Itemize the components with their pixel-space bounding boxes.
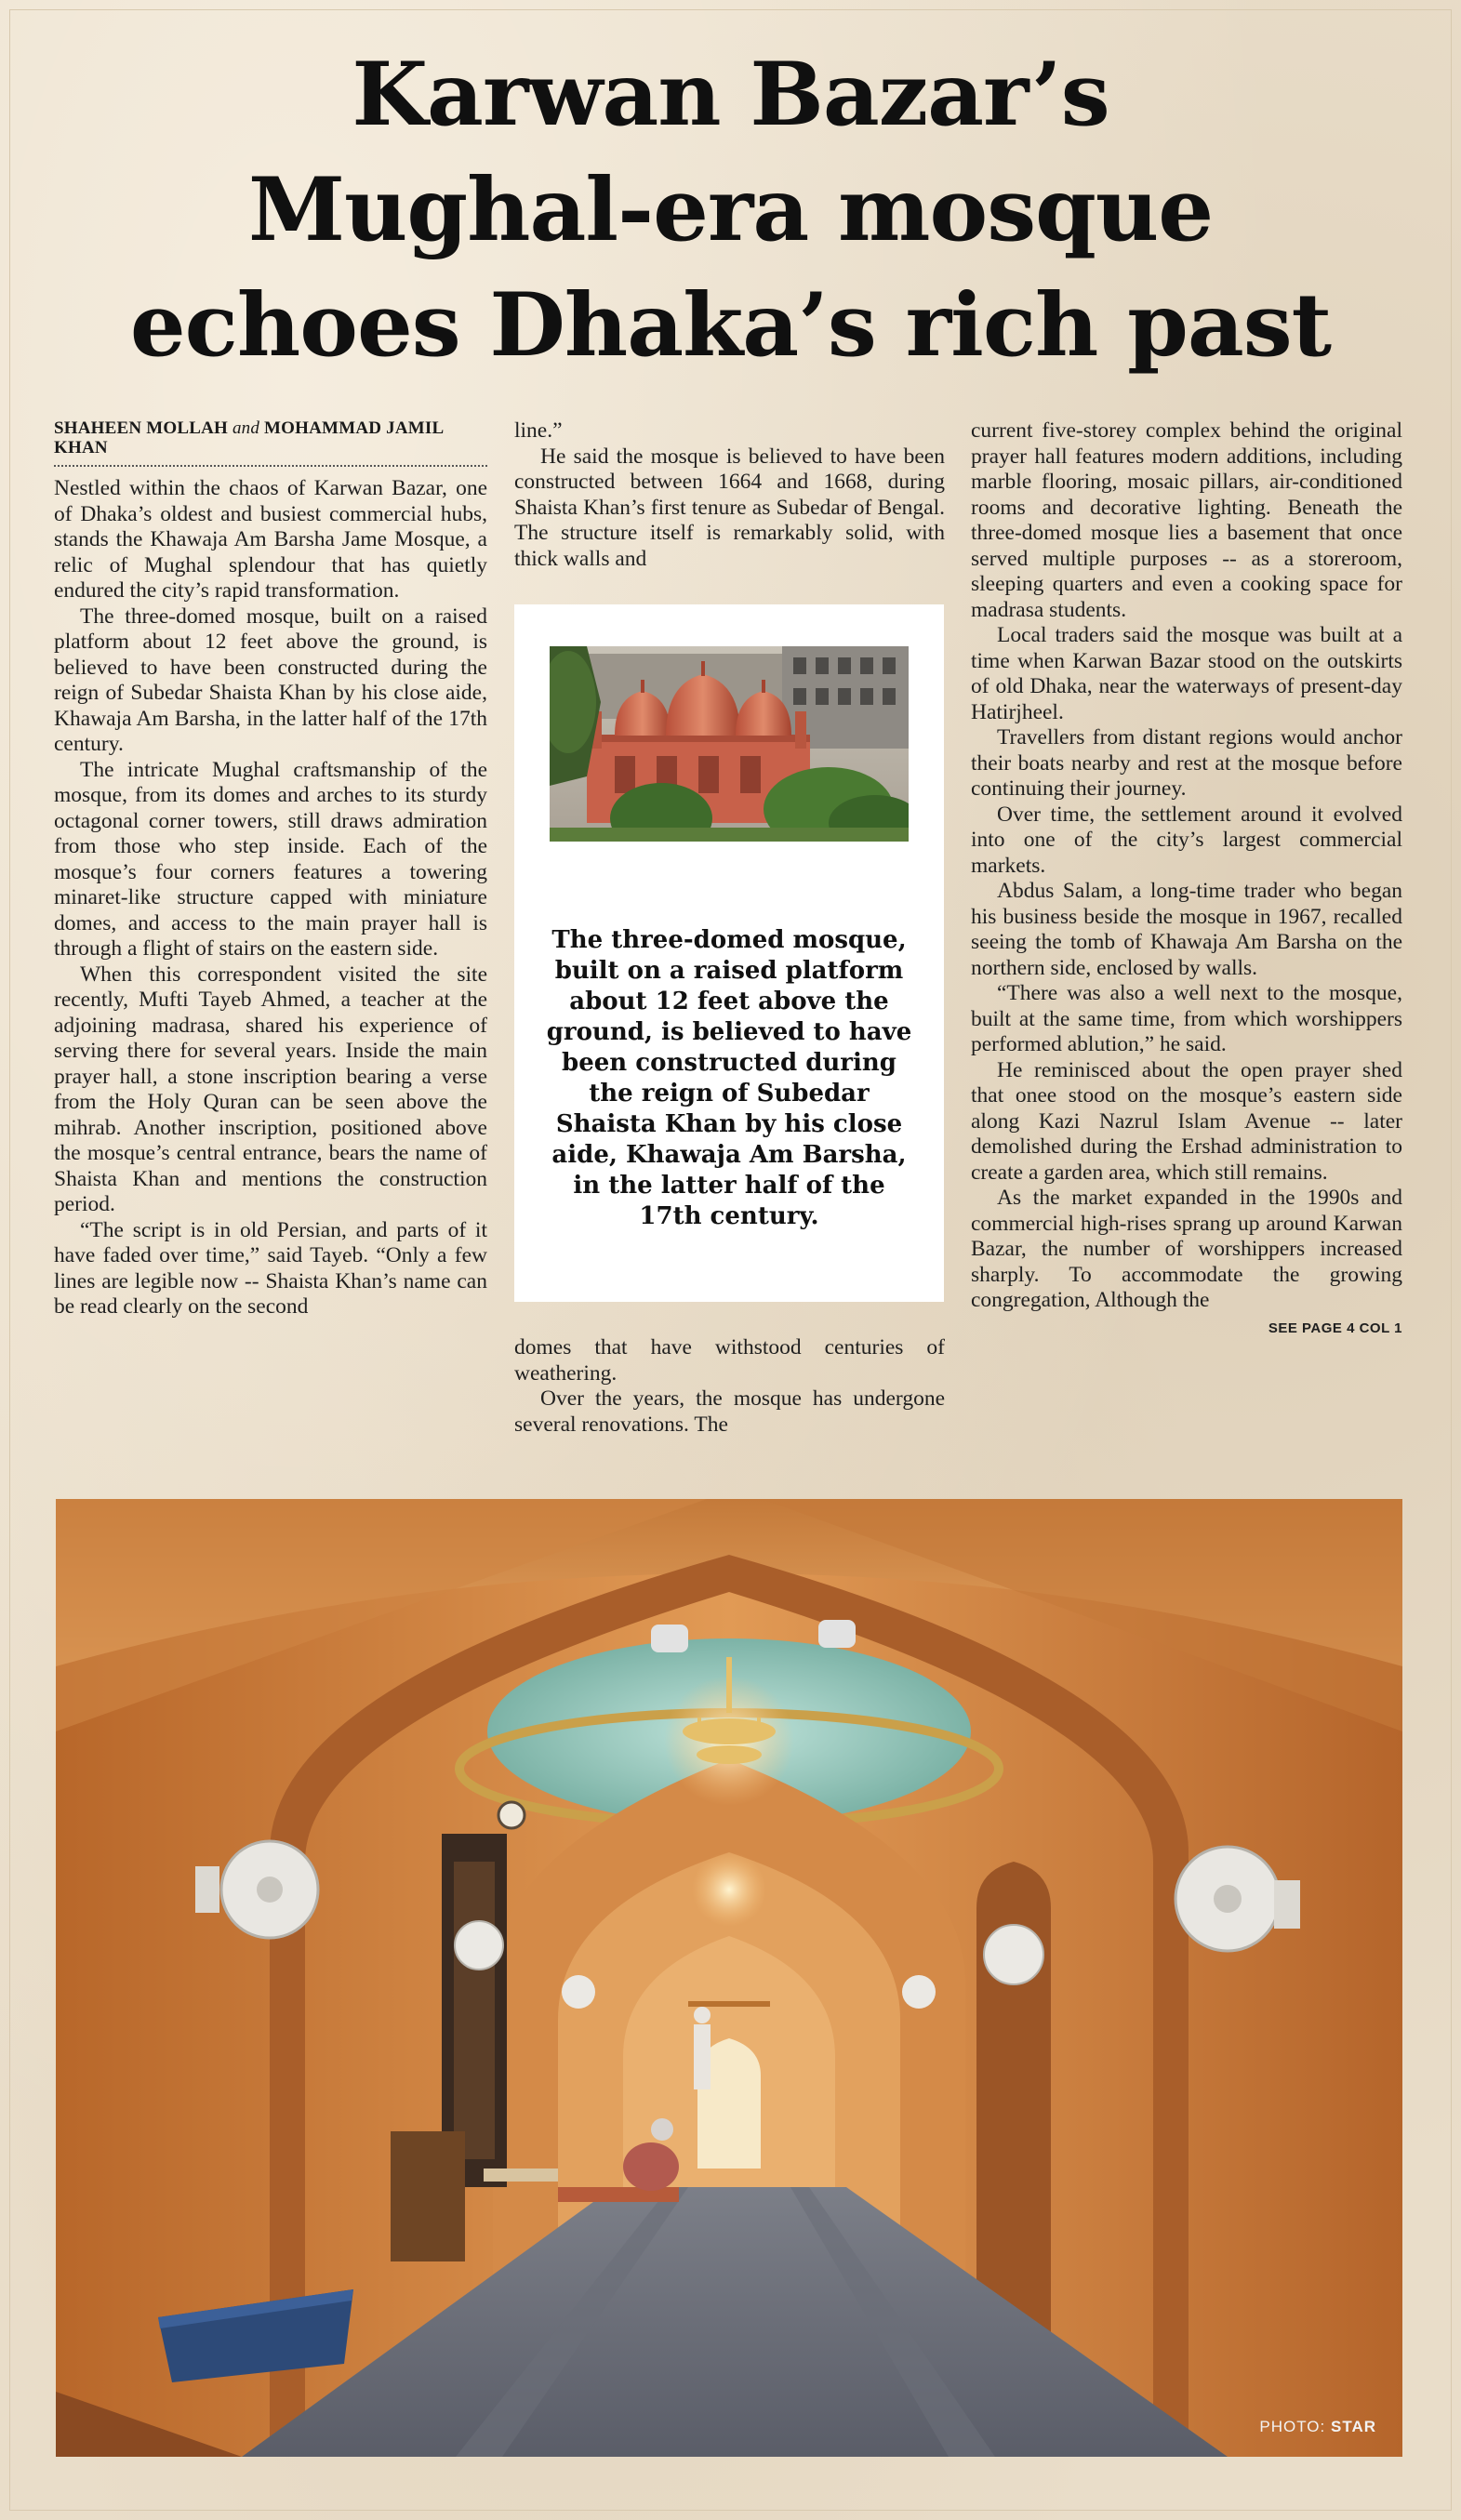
paragraph: Over time, the settlement around it evolved into one of the city’s largest commercial markets. <box>971 802 1402 878</box>
paragraph: Travellers from distant regions would anchor their boats nearby and rest at the mosque before continuing their journey. <box>971 725 1402 801</box>
paragraph: line.” <box>514 418 563 443</box>
photo-credit-label: PHOTO: <box>1259 2418 1326 2435</box>
paragraph: “The script is in old Persian, and parts of it have faded over time,” said Tayeb. “Only a few lines are legible now -- Shaista Khan’s name can be read clearly on the second <box>54 1217 487 1319</box>
paragraph: Local traders said the mosque was built at a time when Karwan Bazar stood on the outskirts of old Dhaka, near the waterways of present-day Hatirjheel. <box>971 623 1402 724</box>
paragraph: Abdus Salam, a long-time trader who began his business beside the mosque in 1967, recalled seeing the tomb of Khawaja Am Barsha on the northern side, enclosed by walls. <box>971 879 1402 980</box>
photo-credit <box>1259 2418 1376 2436</box>
article-column-2-top <box>514 418 945 572</box>
paragraph: He reminisced about the open prayer shed that onee stood on the mosque’s eastern side along Kazi Nazrul Islam Avenue -- later demolished during the Ershad administration to create a garden area, which still remains. <box>971 1057 1402 1185</box>
paragraph: “There was also a well next to the mosque, built at the same time, from which worshippers performed ablution,” he said. <box>971 981 1402 1056</box>
paragraph: When this correspondent visited the site recently, Mufti Tayeb Ahmed, a teacher at the adjoining madrasa, shared his experience of serving there for several years. Inside the main prayer hall, a stone inscription bearing a verse from the Holy Quran can be seen above the mihrab. Another inscription, positioned above the mosque’s central entrance, bears the name of Shaista Khan and mentions the construction period. <box>54 962 487 1216</box>
headline <box>74 37 1387 383</box>
photo-credit-source: STAR <box>1330 2418 1376 2435</box>
headline-line-3: echoes Dhaka’s rich past <box>129 274 1332 377</box>
article-column-2-bottom <box>514 1335 945 1438</box>
paragraph: Over the years, the mosque has undergone several renovations. The <box>514 1386 945 1437</box>
byline-author-2: MOHAMMAD JAMIL KHAN <box>54 418 444 458</box>
byline <box>54 418 487 467</box>
byline-conjunction: and <box>232 418 260 438</box>
mosque-exterior-photo <box>550 646 909 842</box>
article-column-3 <box>971 418 1402 1341</box>
headline-line-2: Mughal-era mosque <box>247 159 1213 261</box>
pull-quote-box <box>514 604 944 1302</box>
mosque-interior-photo <box>56 1499 1402 2457</box>
byline-author-1: SHAHEEN MOLLAH <box>54 418 229 438</box>
paragraph: As the market expanded in the 1990s and commercial high-rises sprang up around Karwan Bazar, the number of worshippers increased sharply. To accommodate the growing congregation, Although the <box>971 1186 1402 1312</box>
article-column-1 <box>54 418 487 1320</box>
pull-quote-text: The three-domed mosque, built on a raised platform about 12 feet above the ground, is believed to have been constructed during the reign of Subedar Shaista Khan by his close aide, Khawaja Am Barsha, in the latter half of the 17th century. <box>546 926 912 1230</box>
paragraph: Nestled within the chaos of Karwan Bazar, one of Dhaka’s oldest and busiest commercial hubs, stands the Khawaja Am Barsha Jame Mosque, a relic of Mughal splendour that has quietly endured the city’s rapid transformation. <box>54 476 487 603</box>
paragraph: The intricate Mughal craftsmanship of the mosque, from its domes and arches to its sturdy octagonal corner towers, still draws admiration from those who step inside. Each of the mosque’s four corners features a towering minaret-like structure capped with miniature domes, and access to the main prayer hall is through a flight of stairs on the eastern side. <box>54 757 487 961</box>
paragraph: domes that have withstood centuries of weathering. <box>514 1335 945 1386</box>
paragraph: current five-storey complex behind the original prayer hall features modern additions, including marble flooring, mosaic pillars, air-conditioned rooms and decorative lighting. Beneath the three-domed mosque lies a basement that once served multiple purposes -- as a storeroom, sleeping quarters and even a cooking space for madrasa students. <box>971 418 1402 622</box>
headline-line-1: Karwan Bazar’s <box>352 44 1109 146</box>
paragraph: The three-domed mosque, built on a raised platform about 12 feet above the ground, is believed to have been constructed during the reign of Subedar Shaista Khan by his close aide, Khawaja Am Barsha, in the latter half of the 17th century. <box>54 603 487 756</box>
paragraph: He said the mosque is believed to have been constructed between 1664 and 1668, during Shaista Khan’s first tenure as Subedar of Bengal. The structure itself is remarkably solid, with thick walls and <box>514 444 945 571</box>
continuation-jump: SEE PAGE 4 COL 1 <box>1268 1320 1402 1336</box>
